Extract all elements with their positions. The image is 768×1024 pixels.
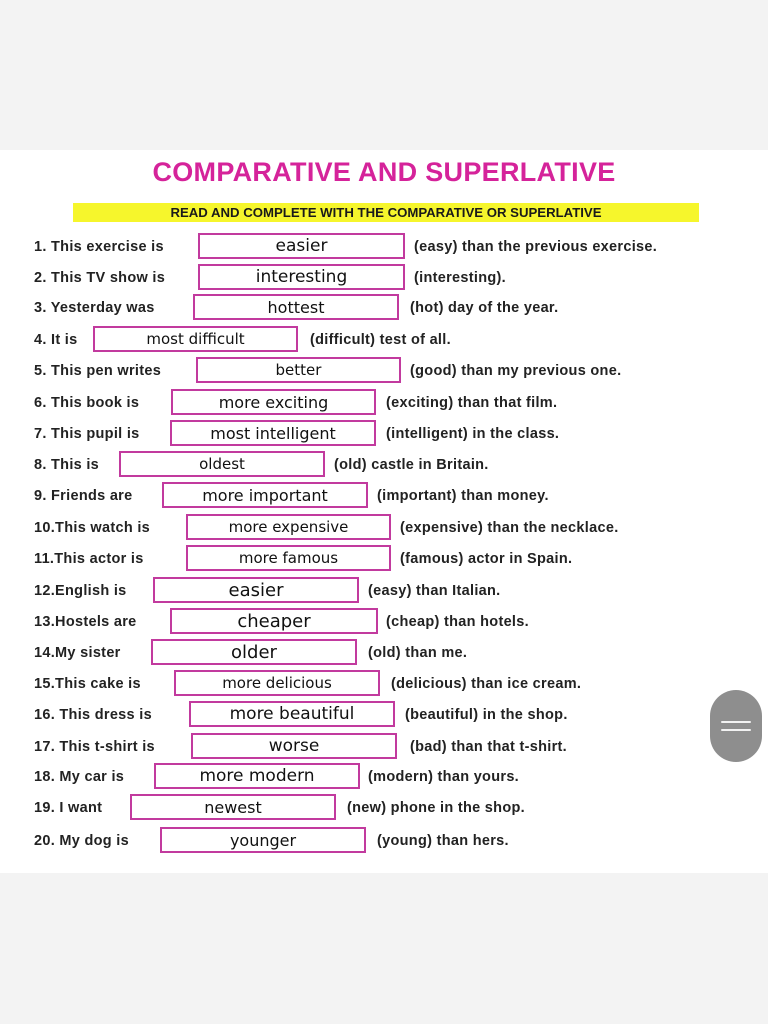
exercise-row <box>0 389 768 417</box>
answer-text: more famous <box>238 549 339 567</box>
exercise-prompt: 18. My car is <box>34 769 125 785</box>
exercise-continuation: (new) phone in the shop. <box>347 800 525 816</box>
answer-box[interactable] <box>151 639 357 665</box>
answer-box[interactable] <box>162 482 368 508</box>
exercise-prompt: 3. Yesterday was <box>34 300 155 316</box>
exercise-prompt: 5. This pen writes <box>34 363 162 379</box>
exercise-continuation: (modern) than yours. <box>368 769 520 785</box>
exercise-continuation: (famous) actor in Spain. <box>400 551 573 567</box>
exercise-prompt: 6. This book is <box>34 395 140 411</box>
exercise-row <box>0 357 768 385</box>
exercise-row <box>0 577 768 605</box>
exercise-continuation: (interesting). <box>414 270 507 286</box>
answer-text: more modern <box>199 766 315 786</box>
exercise-prompt: 17. This t-shirt is <box>34 739 155 755</box>
exercise-row <box>0 701 768 729</box>
drag-handle-icon <box>721 729 751 731</box>
answer-box[interactable] <box>93 326 298 352</box>
answer-box[interactable] <box>193 294 399 320</box>
exercise-row <box>0 608 768 636</box>
exercise-prompt: 4. It is <box>34 332 78 348</box>
exercise-prompt: 10.This watch is <box>34 520 151 536</box>
answer-box[interactable] <box>186 514 391 540</box>
exercise-prompt: 8. This is <box>34 457 100 473</box>
exercise-prompt: 1. This exercise is <box>34 239 164 255</box>
answer-text: better <box>275 361 322 379</box>
answer-text: more exciting <box>218 392 329 412</box>
exercise-continuation: (exciting) than that film. <box>386 395 558 411</box>
answer-box[interactable] <box>196 357 401 383</box>
exercise-prompt: 13.Hostels are <box>34 614 137 630</box>
answer-box[interactable] <box>186 545 391 571</box>
exercise-row <box>0 233 768 261</box>
answer-text: worse <box>268 736 320 756</box>
exercise-row <box>0 639 768 667</box>
answer-box[interactable] <box>130 794 336 820</box>
exercise-continuation: (bad) than that t-shirt. <box>410 739 568 755</box>
answer-box[interactable] <box>154 763 360 789</box>
exercise-continuation: (delicious) than ice cream. <box>391 676 582 692</box>
answer-text: more expensive <box>228 518 349 536</box>
exercise-row <box>0 670 768 698</box>
answer-box[interactable] <box>171 389 376 415</box>
answer-text: cheaper <box>237 610 311 632</box>
drag-handle-icon <box>721 721 751 723</box>
exercise-row <box>0 451 768 479</box>
exercise-continuation: (intelligent) in the class. <box>386 426 560 442</box>
answer-box[interactable] <box>170 608 378 634</box>
answer-text: easier <box>228 579 284 601</box>
exercise-row <box>0 264 768 292</box>
exercise-row <box>0 794 768 822</box>
answer-text: most difficult <box>146 330 245 348</box>
exercise-continuation: (hot) day of the year. <box>410 300 559 316</box>
exercise-continuation: (old) than me. <box>368 645 468 661</box>
answer-box[interactable] <box>198 233 405 259</box>
exercise-prompt: 2. This TV show is <box>34 270 166 286</box>
answer-text: older <box>231 641 277 663</box>
exercise-prompt: 20. My dog is <box>34 833 129 849</box>
exercise-continuation: (easy) than the previous exercise. <box>414 239 658 255</box>
worksheet-instructions: READ AND COMPLETE WITH THE COMPARATIVE OR SUPERLATIVE <box>73 203 699 222</box>
exercise-row <box>0 545 768 573</box>
answer-text: more important <box>202 485 328 505</box>
exercise-row <box>0 294 768 322</box>
worksheet-title: COMPARATIVE AND SUPERLATIVE <box>152 157 616 187</box>
exercise-continuation: (important) than money. <box>377 488 549 504</box>
answer-box[interactable] <box>170 420 376 446</box>
exercise-row <box>0 420 768 448</box>
exercise-row <box>0 763 768 791</box>
answer-text: hottest <box>267 297 325 317</box>
exercise-continuation: (beautiful) in the shop. <box>405 707 568 723</box>
exercise-continuation: (good) than my previous one. <box>410 363 622 379</box>
exercise-continuation: (difficult) test of all. <box>310 332 451 348</box>
exercise-prompt: 19. I want <box>34 800 103 816</box>
answer-box[interactable] <box>191 733 397 759</box>
exercise-prompt: 7. This pupil is <box>34 426 140 442</box>
answer-text: interesting <box>255 267 348 287</box>
exercise-row <box>0 827 768 855</box>
answer-box[interactable] <box>189 701 395 727</box>
answer-text: newest <box>204 797 262 817</box>
answer-text: easier <box>275 236 328 256</box>
exercise-prompt: 12.English is <box>34 583 127 599</box>
exercise-continuation: (cheap) than hotels. <box>386 614 529 630</box>
exercise-row <box>0 733 768 761</box>
answer-text: most intelligent <box>210 423 336 443</box>
answer-text: more beautiful <box>229 704 355 724</box>
exercise-prompt: 9. Friends are <box>34 488 133 504</box>
exercise-continuation: (old) castle in Britain. <box>334 457 489 473</box>
exercise-prompt: 16. This dress is <box>34 707 152 723</box>
answer-box[interactable] <box>198 264 405 290</box>
answer-text: more delicious <box>222 674 332 692</box>
answer-text: younger <box>229 830 297 850</box>
exercise-continuation: (expensive) than the necklace. <box>400 520 619 536</box>
answer-text: oldest <box>199 455 245 473</box>
answer-box[interactable] <box>160 827 366 853</box>
exercise-prompt: 11.This actor is <box>34 551 144 567</box>
scroll-handle[interactable] <box>710 690 762 762</box>
answer-box[interactable] <box>174 670 380 696</box>
exercise-row <box>0 482 768 510</box>
exercise-prompt: 15.This cake is <box>34 676 141 692</box>
answer-box[interactable] <box>119 451 325 477</box>
exercise-prompt: 14.My sister <box>34 645 121 661</box>
answer-box[interactable] <box>153 577 359 603</box>
exercise-row <box>0 326 768 354</box>
exercise-row <box>0 514 768 542</box>
exercise-continuation: (easy) than Italian. <box>368 583 501 599</box>
exercise-continuation: (young) than hers. <box>377 833 509 849</box>
